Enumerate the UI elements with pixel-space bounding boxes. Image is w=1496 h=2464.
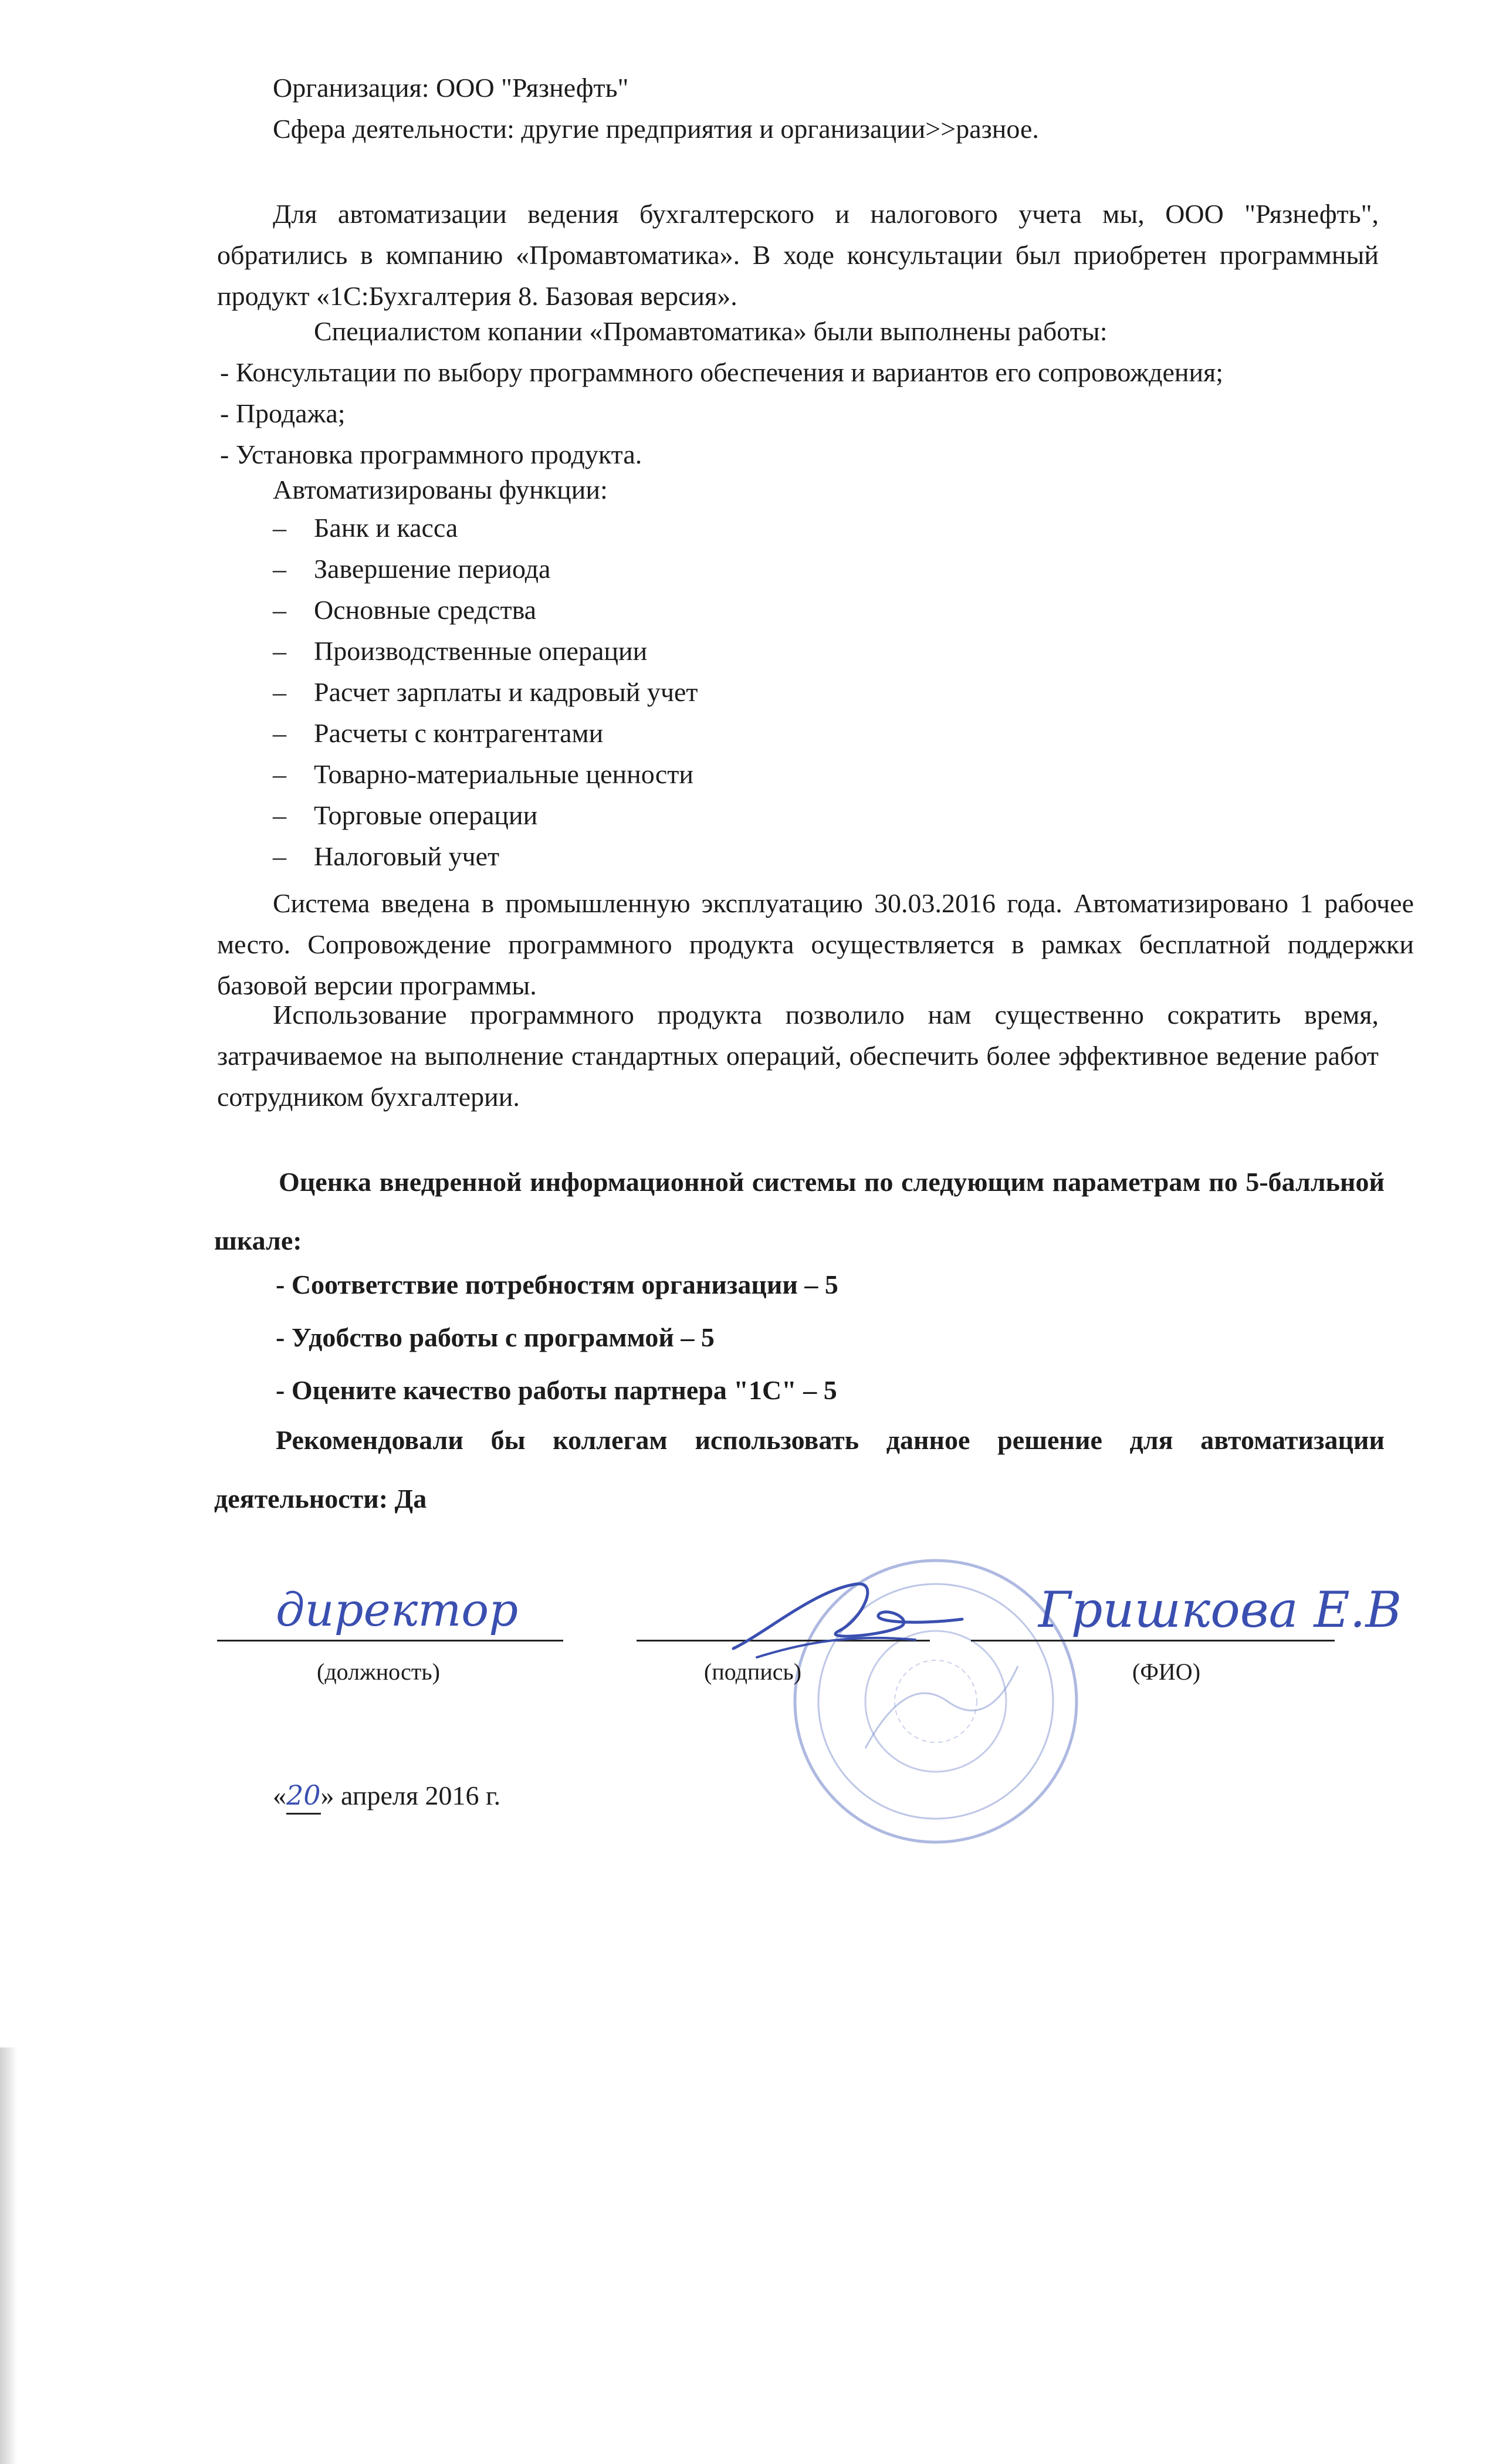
functions-heading: Автоматизированы функции: [273,475,608,505]
list-item [273,672,1153,713]
position-signature-line [217,1640,563,1641]
list-item [273,631,1153,672]
usage-paragraph: Использование программного продукта позволило нам существенно сократить время, затрачиваемое на выполнение стандартных операций, обеспечить более эффективное ведение работ сотрудником бухгалтерии. [217,1000,1379,1112]
scan-edge-shadow [0,2047,18,2464]
function-label: Расчеты с контрагентами [314,718,604,748]
dash-bullet: – [273,800,286,830]
works-item-3: - Установка программного продукта. [220,439,642,469]
function-label: Банк и касса [314,513,458,543]
function-label: Налоговый учет [314,841,500,871]
name-signature-line [971,1640,1335,1641]
list-item [273,836,1153,877]
functions-list [273,507,1153,877]
dash-bullet: – [273,513,286,543]
rating-item-1: - Соответствие потребностям организации – 5 [276,1270,838,1299]
function-label: Торговые операции [314,800,538,830]
name-handwritten: Гришкова Е.В [1038,1581,1402,1639]
function-label: Завершение периода [314,554,551,584]
date-rest: » апреля 2016 г. [320,1781,501,1810]
dash-bullet: – [273,677,286,707]
function-label: Основные средства [314,595,537,625]
function-label: Товарно-материальные ценности [314,759,694,789]
dash-bullet: – [273,595,286,625]
recommend-paragraph: Рекомендовали бы коллегам использовать данное решение для автоматизации деятельности: Да [214,1425,1385,1514]
rating-heading: Оценка внедренной информационной системы по следующим параметрам по 5-балльной шкале: [214,1167,1385,1255]
works-item-2: - Продажа; [220,398,346,428]
rating-item-2: - Удобство работы с программой – 5 [276,1322,715,1352]
dash-bullet: – [273,554,286,584]
position-handwritten: директор [276,1584,519,1637]
signature-caption: (подпись) [704,1659,802,1685]
rating-item-3: - Оцените качество работы партнера "1С" – 5 [276,1375,837,1405]
dash-bullet: – [273,718,286,748]
date-open-quote: « [273,1781,286,1810]
system-paragraph: Система введена в промышленную эксплуатацию 30.03.2016 года. Автоматизировано 1 рабочее место. Сопровождение программного продукта осуществляется в рамках бесплатной поддержки базовой версии программы. [217,888,1414,1000]
date-line [273,1778,500,1815]
list-item [273,590,1153,631]
date-day-handwritten: 20 [286,1778,321,1815]
function-label: Расчет зарплаты и кадровый учет [314,677,698,707]
name-caption: (ФИО) [1132,1659,1201,1685]
works-heading: Специалистом копании «Промавтоматика» были выполнены работы: [314,316,1108,346]
works-item-1: - Консультации по выбору программного обеспечения и вариантов его сопровождения; [220,357,1224,387]
list-item [273,754,1153,795]
dash-bullet: – [273,759,286,789]
position-caption: (должность) [317,1659,440,1685]
intro-paragraph: Для автоматизации ведения бухгалтерского и налогового учета мы, ООО "Рязнефть", обратились в компанию «Промавтоматика». В ходе консультации был приобретен программный продукт «1С:Бухгалтерия 8. Базовая версия». [217,199,1379,311]
function-label: Производственные операции [314,636,648,666]
dash-bullet: – [273,841,286,871]
list-item [273,795,1153,836]
dash-bullet: – [273,636,286,666]
sphere-line: Сфера деятельности: другие предприятия и организации>>разное. [273,114,1039,144]
list-item [273,507,1153,549]
list-item [273,549,1153,590]
organization-line: Организация: ООО "Рязнефть" [273,73,629,103]
list-item [273,713,1153,754]
